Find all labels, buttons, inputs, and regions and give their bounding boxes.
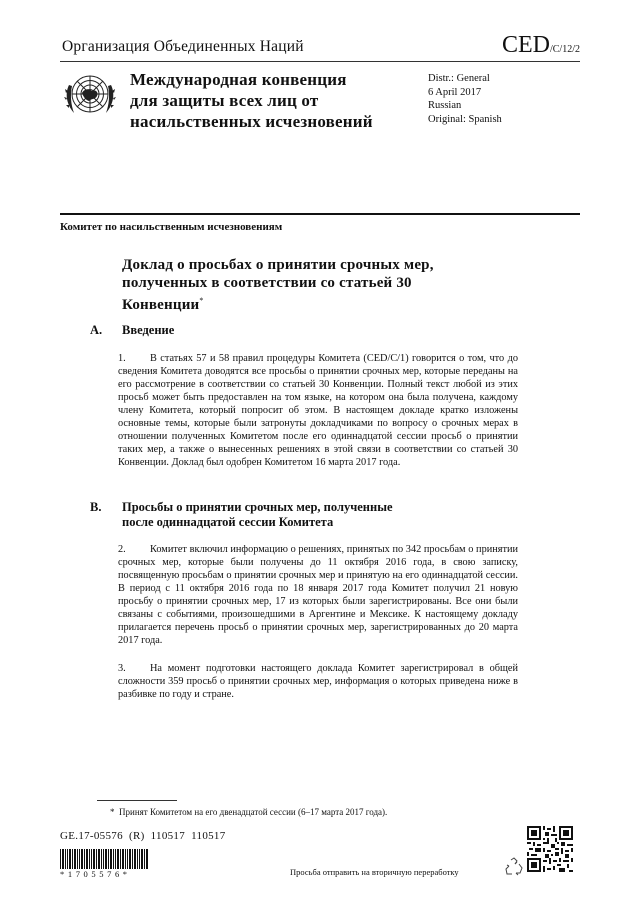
convention-title-line: для защиты всех лиц от [130, 91, 319, 110]
section-title-line: после одиннадцатой сессии Комитета [122, 515, 334, 529]
paragraph-1 [118, 352, 518, 469]
section-letter: A. [90, 323, 103, 337]
report-title-line: Конвенции [122, 297, 200, 313]
convention-title-line: насильственных исчезновений [130, 112, 373, 131]
footnote-mark: * [199, 296, 204, 305]
report-title-line: полученных в соответствии со статьей 30 [122, 275, 412, 291]
language-line: Russian [428, 100, 462, 111]
job-number: GE.17-05576 (R) 110517 110517 [60, 830, 226, 842]
header-rule [60, 61, 580, 62]
convention-title-line: Международная конвенция [130, 70, 347, 89]
report-title [122, 256, 434, 314]
section-title: Введение [122, 323, 175, 337]
paragraph-text: В статьях 57 и 58 правил процедуры Комитета (CED/C/1) говорится о том, что до сведения Комитета доводятся все просьбы о принятии срочных мер, которые переданы на его рассмотрение в соответствии со статьей 30 Конвенции. Полный текст любой из этих просьб может быть предоставлен на том языке, на котором она была получена, каждому члену Комитета, который попросит об этом. В настоящем докладе кратко изложены основные темы, которые были затронуты докладчиками по вопросу о срочных мерах в отношении полученных Комитетом после его одиннадцатой сессии просьб о принятии таких мер, а также о вынесенных решениях в этой связи в соответствии со статьей 30 Конвенции. Доклад был одобрен Комитетом 16 марта 2017 года. [118, 353, 518, 468]
paragraph-number: 2. [118, 544, 126, 555]
paragraph-text: На момент подготовки настоящего доклада Комитет зарегистрировал в общей сложности 359 просьб о принятии срочных мер, информация о которых приведена ниже в разбивке по году и стране. [118, 663, 518, 700]
paragraph-text: Комитет включил информацию о решениях, принятых по 342 просьбам о принятии срочных мер, которые были получены до 11 октября 2016 года, в свою записку, посвященную просьбам о принятии срочных мер и принятую на его одиннадцатой сессии. В период с 11 октября 2016 года по 18 января 2017 года Комитет получил 21 новую просьбу о принятии срочных мер, 17 из которых были зарегистрированы. Все они были связаны с событиями, произошедшими в Аргентине и Мексике. К настоящему докладу прилагается перечень просьб о принятии срочных мер, зарегистрированных до 20 марта 2017 года. [118, 544, 518, 646]
date-line: 6 April 2017 [428, 86, 482, 98]
document-symbol [502, 32, 580, 59]
barcode-icon [60, 849, 148, 869]
footnote-mark: * [110, 807, 115, 817]
paragraph-2 [118, 543, 518, 647]
footnote-text: Принят Комитетом на его двенадцатой сессии (6–17 марта 2017 года). [119, 807, 388, 817]
footnote-rule [97, 800, 177, 801]
document-symbol-main: CED [501, 32, 550, 58]
recycle-notice: Просьба отправить на вторичную переработку [290, 867, 459, 877]
paragraph-number: 1. [118, 353, 126, 364]
distribution-info [428, 72, 502, 126]
document-symbol-suffix: /C/12/2 [549, 44, 580, 55]
convention-title [130, 69, 373, 132]
original-language-line: Original: Spanish [428, 113, 502, 125]
paragraph-number: 3. [118, 663, 126, 674]
section-title-line: Просьбы о принятии срочных мер, полученные [122, 500, 393, 514]
barcode-number: *1705576* [60, 869, 131, 879]
committee-name: Комитет по насильственным исчезновениям [60, 221, 283, 233]
footnote [110, 807, 387, 817]
distribution-line: Distr.: General [428, 73, 490, 84]
paragraph-3 [118, 662, 518, 701]
thick-divider [60, 213, 580, 215]
recycle-icon [503, 856, 525, 878]
organization-name: Организация Объединенных Наций [62, 38, 304, 55]
un-emblem-icon [62, 67, 118, 123]
section-letter: B. [90, 500, 102, 514]
report-title-line: Доклад о просьбах о принятии срочных мер, [122, 257, 434, 273]
qr-code-icon [527, 826, 573, 872]
